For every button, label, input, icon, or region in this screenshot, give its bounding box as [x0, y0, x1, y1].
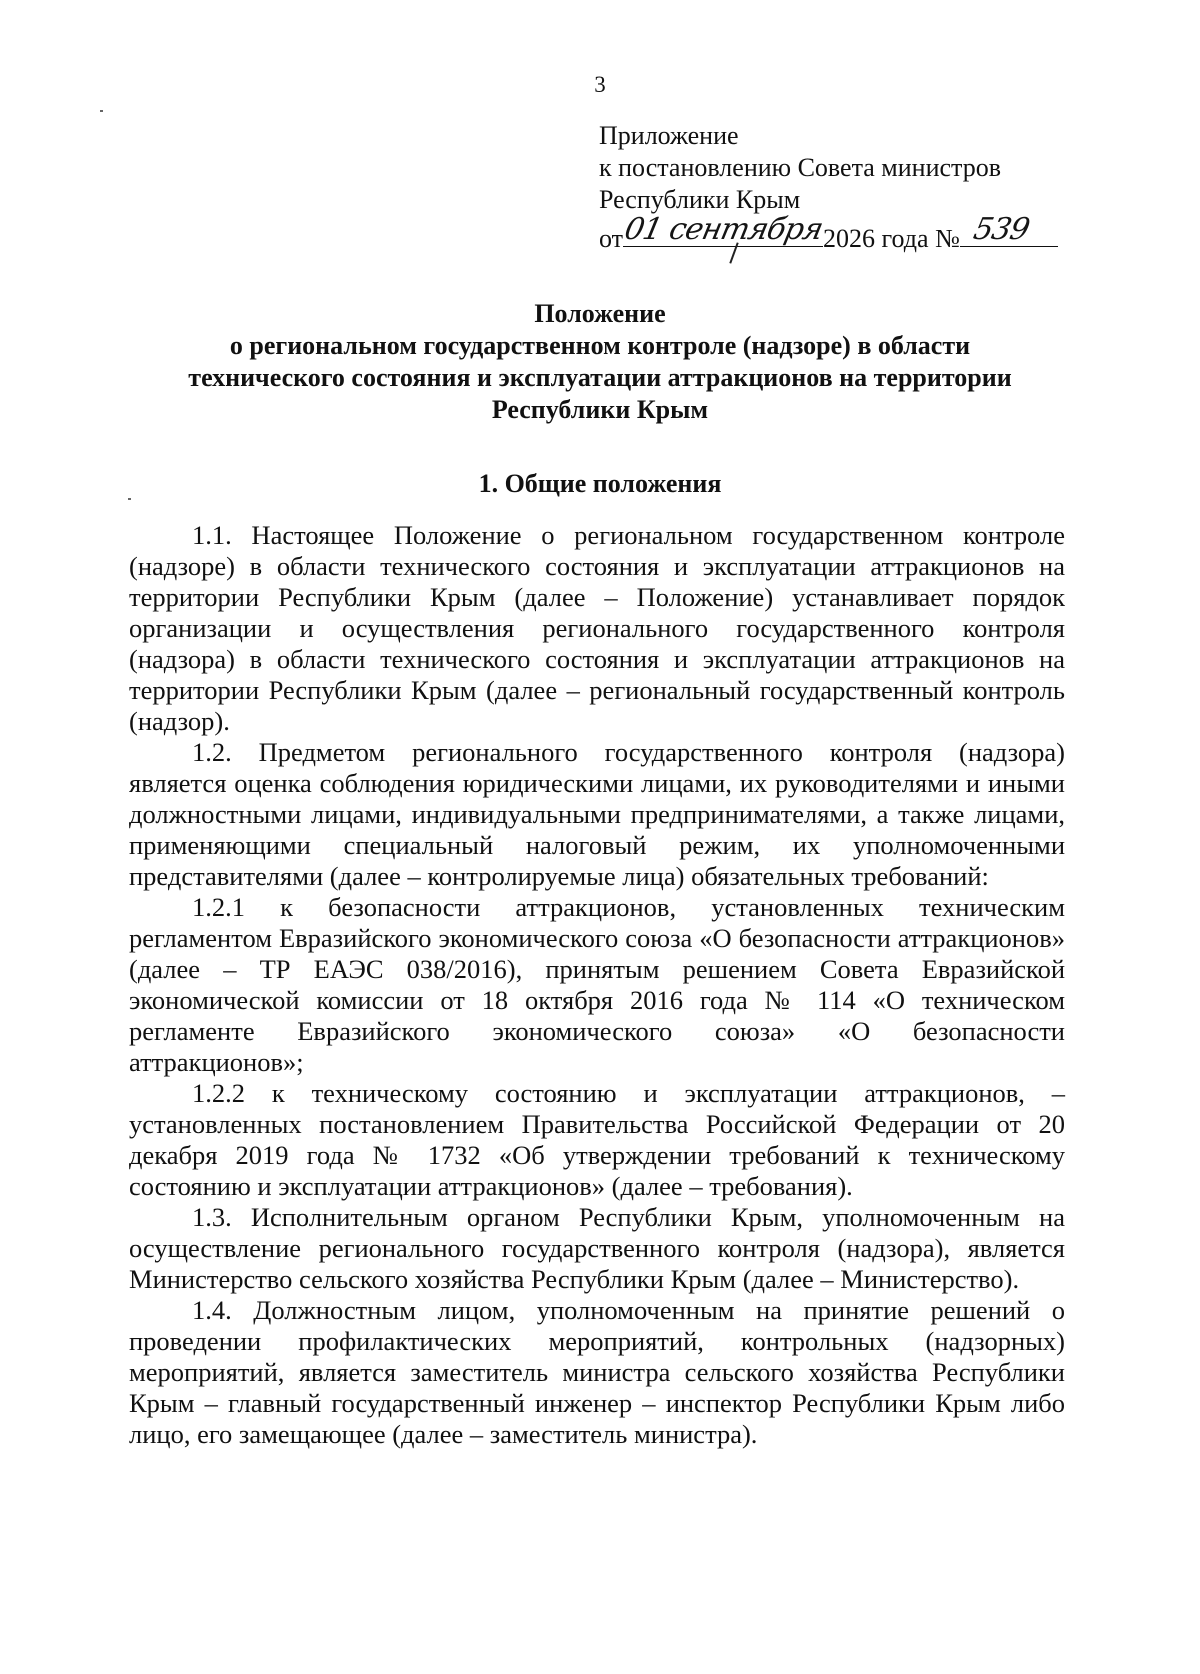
document-body: [129, 520, 1065, 1450]
handwritten-number-field: [960, 212, 1058, 247]
document-title: [60, 298, 1140, 426]
appendix-resolution-ref: к постановлению Совета министров: [599, 153, 1001, 182]
paragraph-1-4: 1.4. Должностным лицом, уполномоченным на принятие решений о проведении профилактических мероприятий, контрольных (надзорных) мероприятий, является заместитель министра сельского хозяйства Республики Крым – главный государственный инженер – инспектор Республики Крым либо лицо, его замещающее (далее – заместитель министра).: [129, 1295, 1065, 1449]
section-heading: 1. Общие положения: [478, 469, 722, 498]
handwritten-date: 01 сентября: [621, 212, 826, 247]
appendix-title: Приложение: [599, 121, 739, 150]
appendix-republic: Республики Крым: [599, 185, 801, 214]
paragraph-1-1: 1.1. Настоящее Положение о региональном государственном контроле (надзоре) в области технического состояния и эксплуатации аттракционов на территории Республики Крым (далее – Положение) устанавливает порядок организации и осуществления регионального государственного контроля (надзора) в области технического состояния и эксплуатации аттракционов на территории Республики Крым (далее – региональный государственный контроль (надзор).: [129, 520, 1065, 736]
year-text: 2026 года №: [823, 224, 960, 253]
title-line-1: Положение: [534, 299, 666, 328]
title-line-3: технического состояния и эксплуатации аттракционов на территории: [188, 363, 1012, 392]
paragraph-1-3: 1.3. Исполнительным органом Республики Крым, уполномоченным на осуществление регионального государственного контроля (надзора), является Министерство сельского хозяйства Республики Крым (далее – Министерство).: [129, 1202, 1065, 1294]
appendix-block: [599, 120, 1058, 255]
page-number: 3: [594, 72, 606, 97]
title-line-2: о региональном государственном контроле (надзоре) в области: [229, 331, 971, 360]
paragraph-1-2-2: 1.2.2 к техническому состоянию и эксплуатации аттракционов, – установленных постановлением Правительства Российской Федерации от 20 декабря 2019 года № 1732 «Об утверждении требований к техническому состоянию и эксплуатации аттракционов» (далее – требования).: [129, 1078, 1065, 1201]
date-prefix: от: [599, 224, 624, 253]
paragraph-1-2: 1.2. Предметом регионального государственного контроля (надзора) является оценка соблюдения юридическими лицами, их руководителями и иными должностными лицами, индивидуальными предпринимателями, а также лицами, применяющими специальный налоговый режим, их уполномоченными представителями (далее – контролируемые лица) обязательных требований:: [129, 737, 1065, 891]
scan-speck: [100, 110, 103, 112]
appendix-date-line: [599, 212, 1058, 255]
handwritten-date-field: [621, 212, 826, 247]
scan-speck: [128, 498, 131, 500]
paragraph-1-2-1: 1.2.1 к безопасности аттракционов, установленных техническим регламентом Евразийского экономического союза «О безопасности аттракционов» (далее – ТР ЕАЭС 038/2016), принятым решением Совета Евразийской экономической комиссии от 18 октября 2016 года № 114 «О техническом регламенте Евразийского экономического союза» «О безопасности аттракционов»;: [129, 892, 1065, 1077]
title-line-4: Республики Крым: [491, 395, 709, 424]
handwritten-number: 539: [970, 212, 1032, 247]
